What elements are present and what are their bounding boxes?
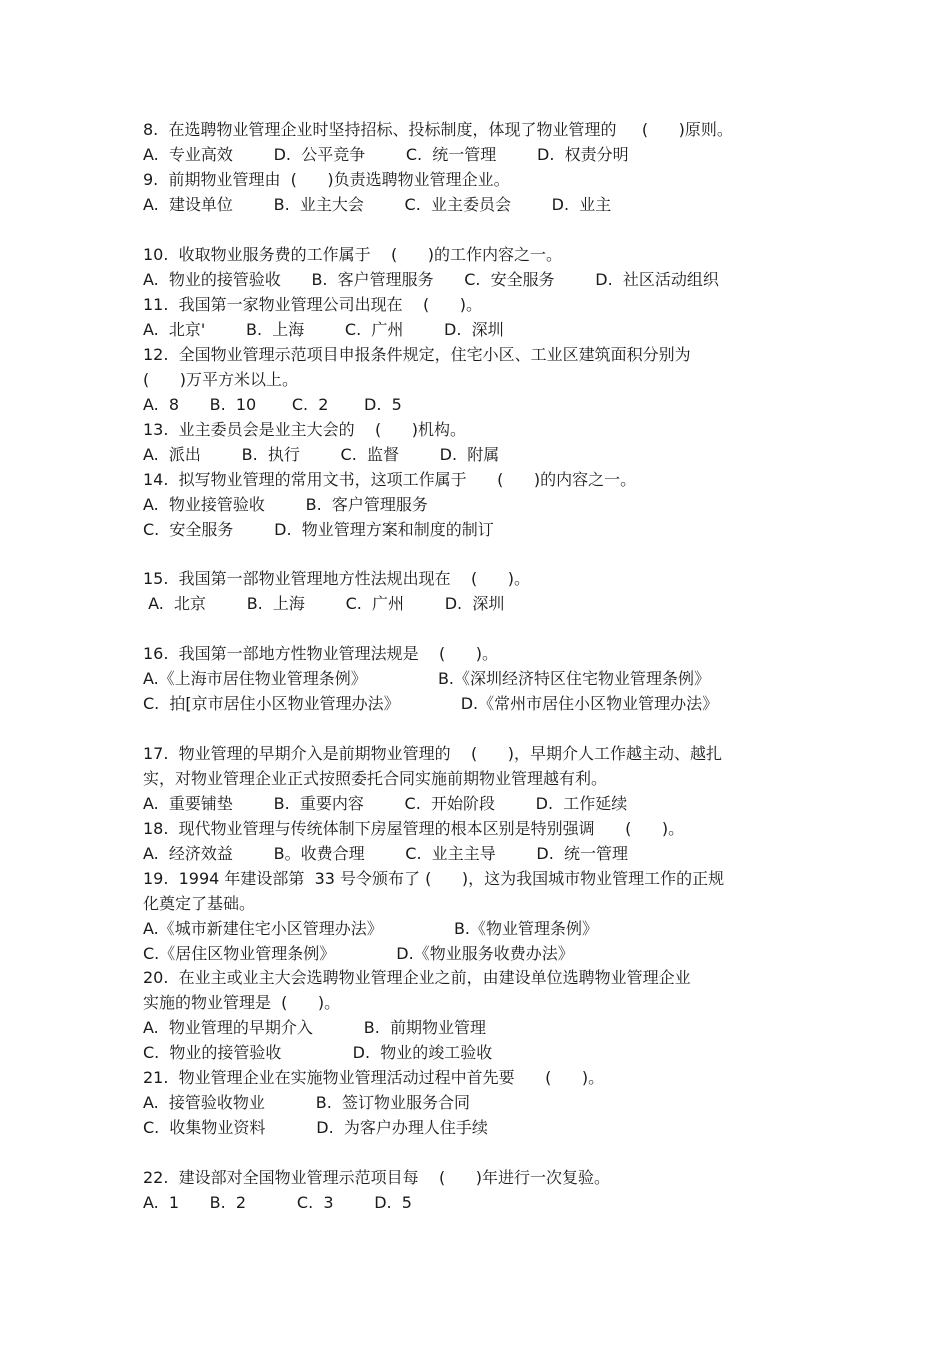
options-13: A. 派出 B. 执行 C. 监督 D. 附属: [143, 445, 500, 464]
question-20-cont: 实施的物业管理是 ( )。: [143, 993, 341, 1012]
options-19-ab: A.《城市新建住宅小区管理办法》 B.《物业管理条例》: [143, 919, 599, 938]
options-19-cd: C.《居住区物业管理条例》 D.《物业服务收费办法》: [143, 944, 574, 963]
question-20: 20. 在业主或业主大会选聘物业管理企业之前，由建设单位选聘物业管理企业: [143, 968, 691, 987]
options-21-ab: A. 接管验收物业 B. 签订物业服务合同: [143, 1093, 471, 1112]
question-18: 18. 现代物业管理与传统体制下房屋管理的根本区别是特别强调 ( )。: [143, 819, 685, 838]
question-8: 8. 在选聘物业管理企业时坚持招标、投标制度，体现了物业管理的 ( )原则。: [143, 120, 733, 139]
question-12: 12. 全国物业管理示范项目申报条件规定，住宅小区、工业区建筑面积分别为: [143, 345, 691, 364]
question-9: 9. 前期物业管理由 ( )负责选聘物业管理企业。: [143, 170, 510, 189]
options-8: A. 专业高效 D. 公平竞争 C. 统一管理 D. 权责分明: [143, 145, 629, 164]
question-11: 11. 我国第一家物业管理公司出现在 ( )。: [143, 295, 482, 314]
options-20-cd: C. 物业的接管验收 D. 物业的竣工验收: [143, 1043, 493, 1062]
question-10: 10. 收取物业服务费的工作属于 ( )的工作内容之一。: [143, 245, 562, 264]
question-17: 17. 物业管理的早期介入是前期物业管理的 ( )，早期介人工作越主动、越扎: [143, 744, 722, 763]
options-22: A. 1 B. 2 C. 3 D. 5: [143, 1193, 412, 1212]
question-21: 21. 物业管理企业在实施物业管理活动过程中首先要 ( )。: [143, 1068, 605, 1087]
options-18: A. 经济效益 B。收费合理 C. 业主主导 D. 统一管理: [143, 844, 628, 863]
options-21-cd: C. 收集物业资料 D. 为客户办理人住手续: [143, 1118, 488, 1137]
options-11: A. 北京' B. 上海 C. 广州 D. 深圳: [143, 320, 504, 339]
options-10: A. 物业的接管验收 B. 客户管理服务 C. 安全服务 D. 社区活动组织: [143, 270, 719, 289]
question-15: 15. 我国第一部物业管理地方性法规出现在 ( )。: [143, 569, 530, 588]
options-16-cd: C. 拍[京市居住小区物业管理办法》 D.《常州市居住小区物业管理办法》: [143, 694, 719, 713]
options-20-ab: A. 物业管理的早期介入 B. 前期物业管理: [143, 1018, 487, 1037]
question-22: 22. 建设部对全国物业管理示范项目每 ( )年进行一次复验。: [143, 1168, 610, 1187]
options-16-ab: A.《上海市居住物业管理条例》 B.《深圳经济特区住宅物业管理条例》: [143, 669, 711, 688]
question-19-cont: 化奠定了基础。: [143, 894, 256, 913]
question-19: 19. 1994 年建设部第 33 号令颁布了 ( )，这为我国城市物业管理工作的正规: [143, 869, 725, 888]
options-14-cd: C. 安全服务 D. 物业管理方案和制度的制订: [143, 520, 494, 539]
options-12: A. 8 B. 10 C. 2 D. 5: [143, 395, 402, 414]
question-13: 13. 业主委员会是业主大会的 ( )机构。: [143, 420, 466, 439]
options-9: A. 建设单位 B. 业主大会 C. 业主委员会 D. 业主: [143, 195, 612, 214]
question-12-cont: ( )万平方米以上。: [143, 370, 299, 389]
options-14-ab: A. 物业接管验收 B. 客户管理服务: [143, 495, 428, 514]
options-17: A. 重要铺垫 B. 重要内容 C. 开始阶段 D. 工作延续: [143, 794, 628, 813]
question-14: 14. 拟写物业管理的常用文书，这项工作属于 ( )的内容之一。: [143, 470, 637, 489]
question-16: 16. 我国第一部地方性物业管理法规是 ( )。: [143, 644, 498, 663]
question-17-cont: 实，对物业管理企业正式按照委托合同实施前期物业管理越有利。: [143, 769, 608, 788]
options-15: A. 北京 B. 上海 C. 广州 D. 深圳: [143, 594, 505, 613]
